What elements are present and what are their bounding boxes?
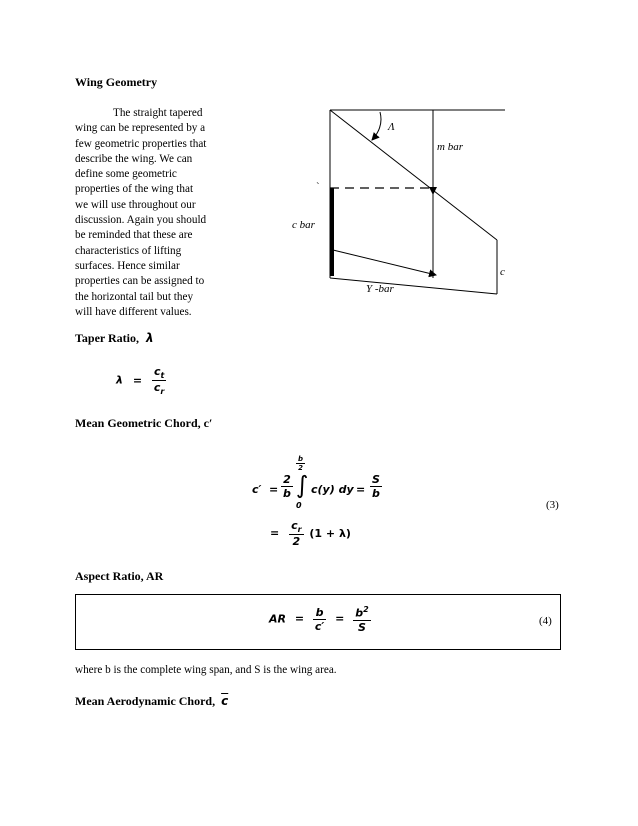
intro-line: be reminded that these are bbox=[75, 229, 193, 242]
c-bar-symbol: $\overline{c}$ bbox=[221, 694, 229, 708]
trailing-edge-line bbox=[330, 278, 497, 294]
intro-line: define some geometric bbox=[75, 168, 177, 181]
intro-line: The straight tapered bbox=[113, 107, 203, 119]
wing-span-note: where b is the complete wing span, and S is the wing area. bbox=[75, 664, 337, 676]
wing-planform-diagram bbox=[280, 100, 520, 300]
aspect-ratio-equation-box bbox=[75, 594, 561, 650]
tick-mark-label: ` bbox=[316, 181, 320, 193]
y-bar-arrow bbox=[333, 250, 436, 275]
heading-aspect-ratio: Aspect Ratio, AR bbox=[75, 569, 164, 583]
eq-equals: = bbox=[132, 373, 143, 387]
aspect-ratio-equation: AR = $\frac{b}{c'}$ = $\frac{b^2}{S}$ bbox=[269, 605, 369, 634]
eq-lhs: λ bbox=[116, 373, 123, 387]
lambda-symbol: λ bbox=[146, 331, 154, 345]
heading-mean-aerodynamic-chord: Mean Aerodynamic Chord, $\overline{c}$ bbox=[75, 694, 229, 708]
leading-edge-line bbox=[330, 110, 497, 240]
intro-paragraph bbox=[75, 106, 231, 320]
intro-line: the horizontal tail but they bbox=[75, 290, 194, 303]
mgc-equation-line2: = $\frac{c_r}{2}$ (1 + λ) bbox=[270, 519, 351, 549]
intro-line: characteristics of lifting bbox=[75, 244, 182, 257]
heading-mean-geometric-chord: Mean Geometric Chord, c′ bbox=[75, 416, 213, 430]
intro-line: will have different values. bbox=[75, 305, 192, 318]
intro-line: properties can be assigned to bbox=[75, 275, 205, 288]
intro-line: wing can be represented by a bbox=[75, 122, 206, 135]
intro-line: describe the wing. We can bbox=[75, 152, 193, 165]
intro-line: surfaces. Hence similar bbox=[75, 259, 180, 272]
heading-taper-ratio: Taper Ratio, λ bbox=[75, 331, 154, 345]
intro-line: discussion. Again you should bbox=[75, 214, 207, 227]
intro-line: we will use throughout our bbox=[75, 198, 196, 211]
equation-number-3: (3) bbox=[546, 499, 559, 511]
intro-line: properties of the wing that bbox=[75, 183, 194, 196]
intro-line: few geometric properties that bbox=[75, 137, 207, 150]
m-bar-label: m bar bbox=[437, 141, 463, 153]
eq-fraction: $\frac{c_t}{c_r}$ bbox=[153, 365, 165, 397]
taper-ratio-equation bbox=[116, 365, 166, 396]
sweep-angle-arrow bbox=[372, 112, 381, 140]
tip-chord-label: c bbox=[500, 266, 505, 278]
mgc-equation: c′ = $\frac{2}{b}$ $\frac{b}{2}$ ∫ 0 c(y) dy = $\frac{S}{b}$ bbox=[252, 455, 380, 510]
heading-wing-geometry: Wing Geometry bbox=[75, 75, 158, 89]
y-bar-label: Y -bar bbox=[366, 283, 394, 295]
sweep-label: Λ bbox=[388, 121, 395, 133]
equation-number-4: (4) bbox=[539, 615, 552, 627]
c-bar-label: c bar bbox=[292, 219, 315, 231]
